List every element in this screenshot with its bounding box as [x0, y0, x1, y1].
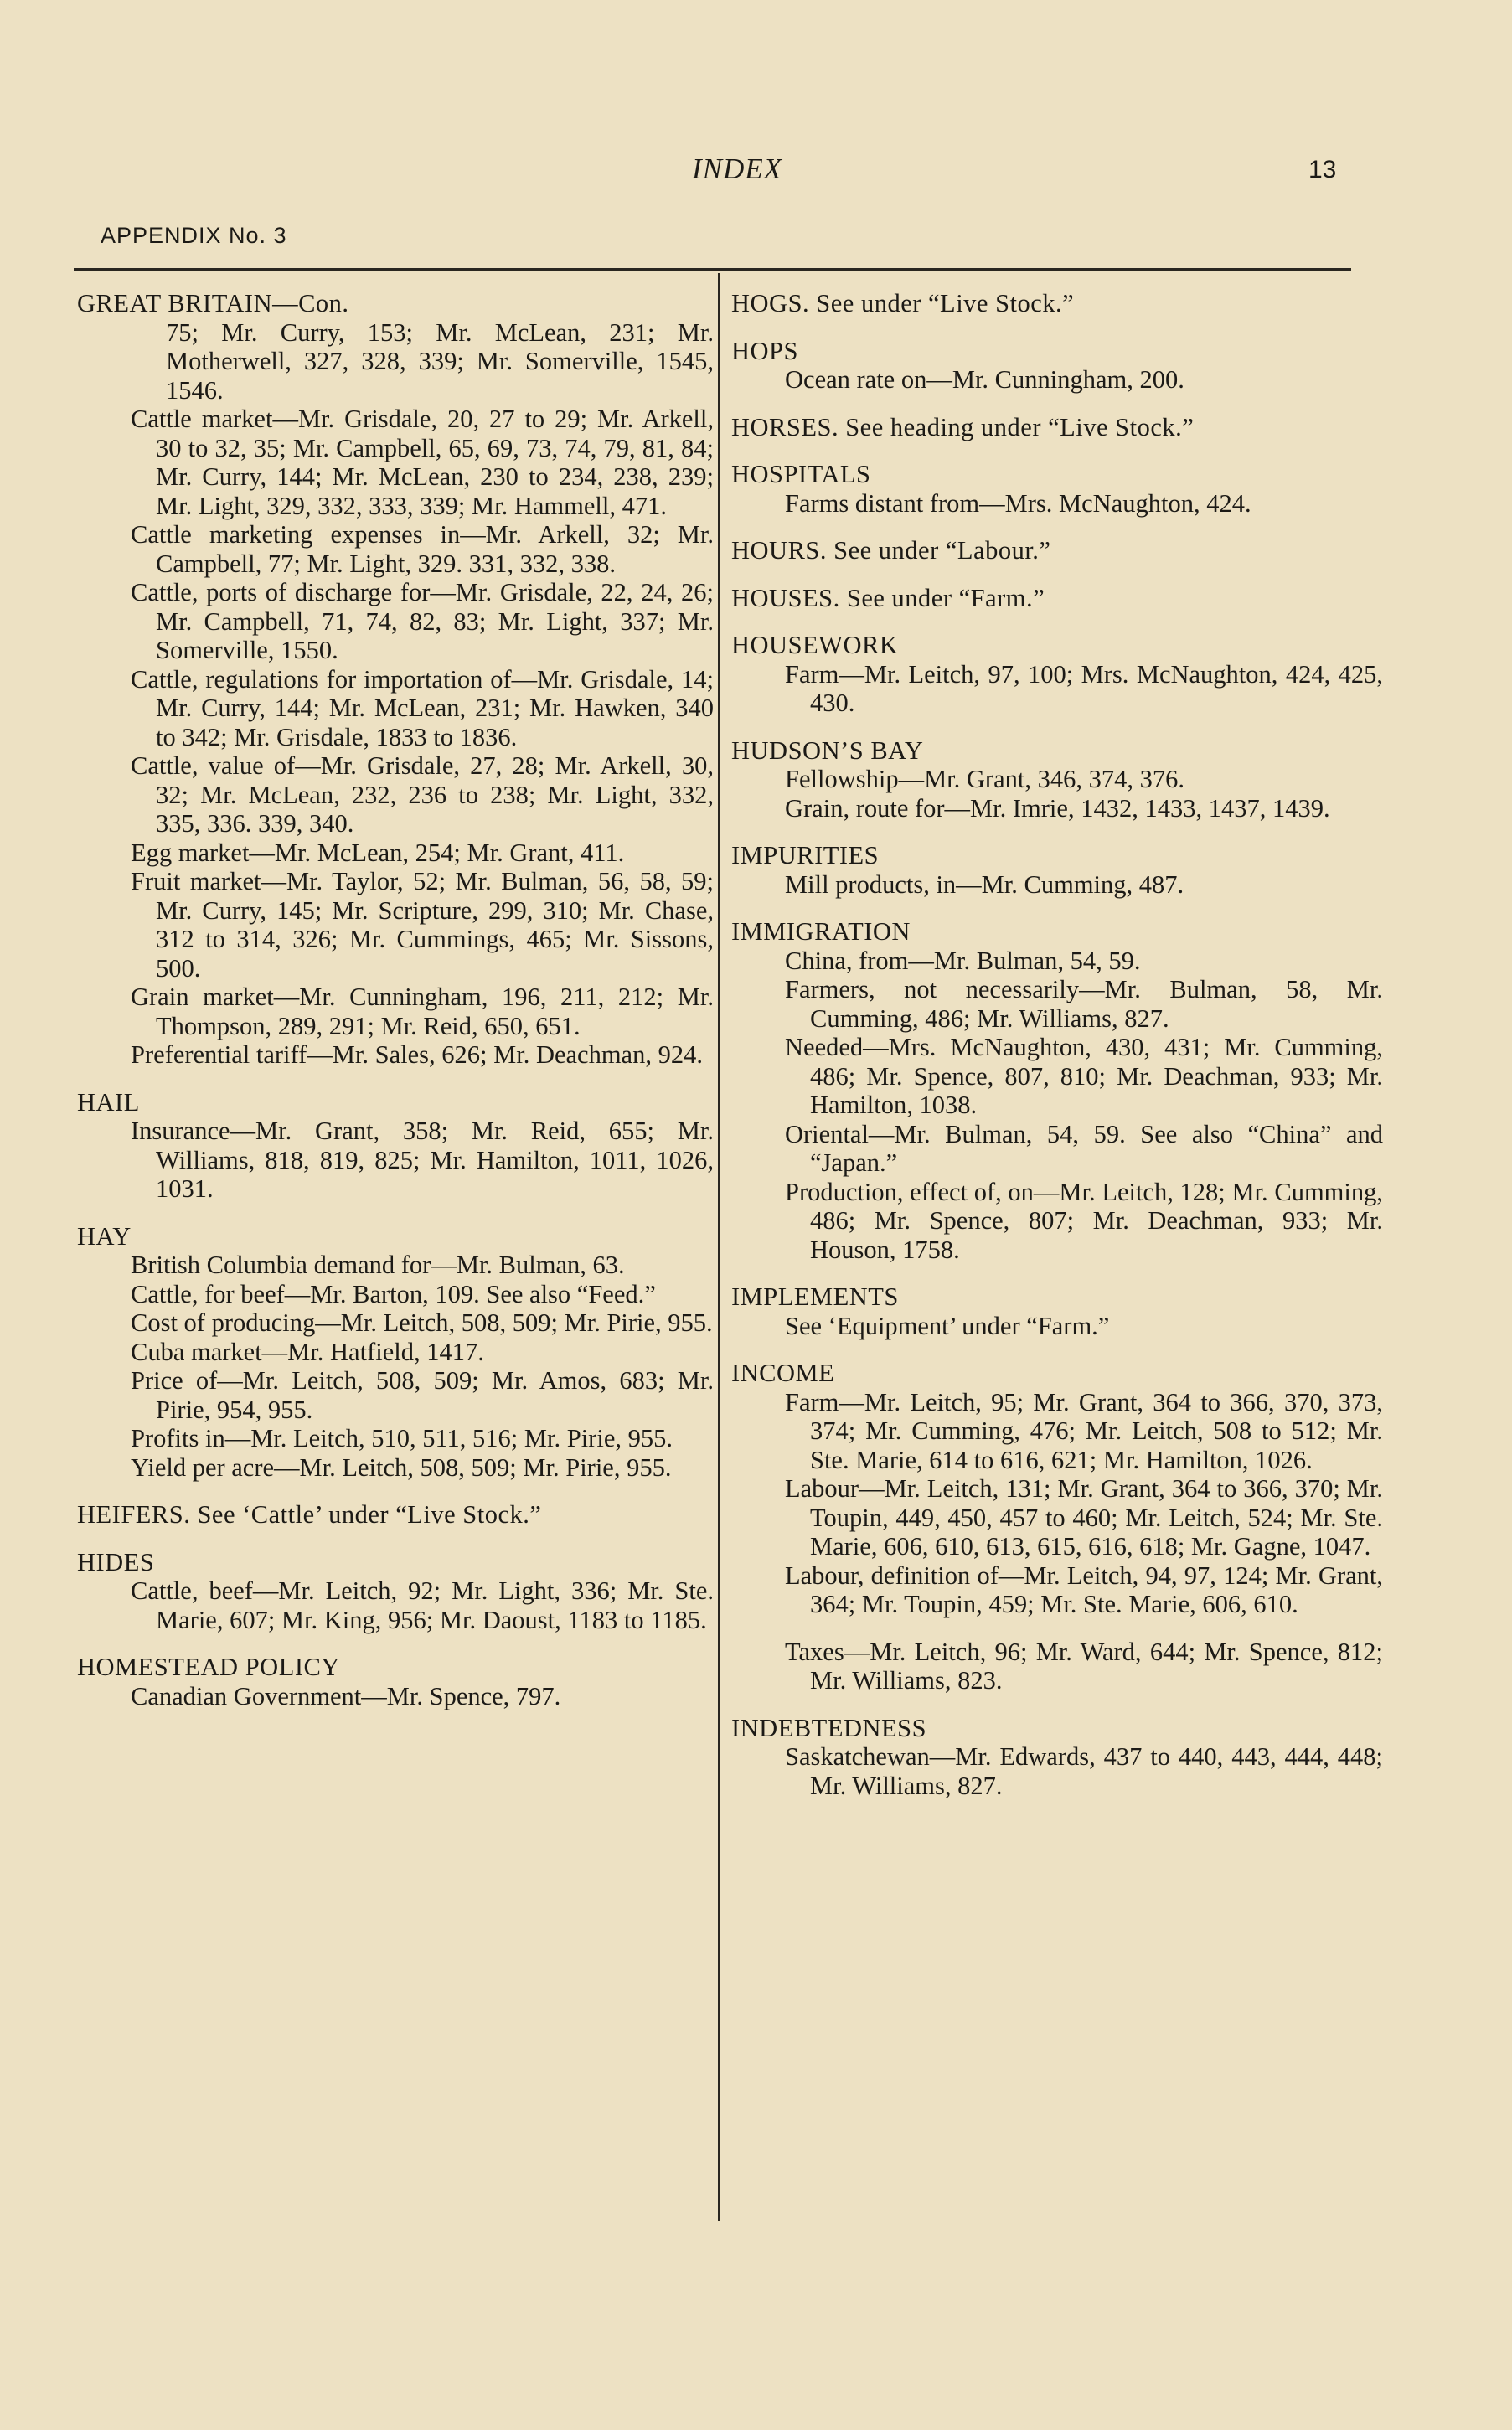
index-heading: HORSES. See heading under “Live Stock.”: [731, 412, 1195, 441]
index-entry: Insurance—Mr. Grant, 358; Mr. Reid, 655; Mr. Williams, 818, 819, 825; Mr. Hamilton, 1011, 1026, 1031.: [131, 1117, 714, 1203]
right-column: [731, 289, 1383, 1800]
index-entry: Cost of producing—Mr. Leitch, 508, 509; Mr. Pirie, 955.: [131, 1308, 713, 1337]
index-entry: Oriental—Mr. Bulman, 54, 59. See also “China” and “Japan.”: [785, 1119, 1383, 1177]
index-entry: Preferential tariff—Mr. Sales, 626; Mr. Deachman, 924.: [131, 1040, 703, 1069]
column-divider: [718, 273, 720, 2221]
index-heading: HAIL: [77, 1087, 140, 1117]
index-entry: Egg market—Mr. McLean, 254; Mr. Grant, 411.: [131, 838, 625, 867]
index-entry: Cattle, value of—Mr. Grisdale, 27, 28; Mr. Arkell, 30, 32; Mr. McLean, 232, 236 to 238; Mr. Light, 332, 335, 336. 339, 340.: [131, 751, 714, 838]
index-entry: Cattle, ports of discharge for—Mr. Grisdale, 22, 24, 26; Mr. Campbell, 71, 74, 82, 83; Mr. Light, 337; Mr. Somerville, 1550.: [131, 578, 714, 664]
index-entry: See ‘Equipment’ under “Farm.”: [785, 1311, 1110, 1340]
index-heading: GREAT BRITAIN—Con.: [77, 289, 349, 317]
index-entry: Cattle, regulations for importation of—Mr. Grisdale, 14; Mr. Curry, 144; Mr. McLean, 231; Mr. Hawken, 340 to 342; Mr. Grisdale, 1833 to 1836.: [131, 664, 714, 751]
index-entry: Yield per acre—Mr. Leitch, 508, 509; Mr. Pirie, 955.: [131, 1452, 672, 1482]
index-heading: IMMIGRATION: [731, 917, 911, 946]
index-entry: Labour—Mr. Leitch, 131; Mr. Grant, 364 to 366, 370; Mr. Toupin, 449, 450, 457 to 460; Mr. Leitch, 524; Mr. Ste. Marie, 606, 610, 613, 615, 616, 618; Mr. Gagne, 1047.: [785, 1474, 1383, 1561]
index-heading: HOURS. See under “Labour.”: [731, 536, 1051, 565]
index-entry: Cattle, for beef—Mr. Barton, 109. See also “Feed.”: [131, 1279, 656, 1308]
index-entry: 75; Mr. Curry, 153; Mr. McLean, 231; Mr. Motherwell, 327, 328, 339; Mr. Somerville, 1545, 1546.: [166, 317, 714, 405]
index-entry: Farm—Mr. Leitch, 97, 100; Mrs. McNaughton, 424, 425, 430.: [785, 659, 1383, 717]
page-number: 13: [1308, 156, 1337, 183]
index-heading: HOUSEWORK: [731, 631, 899, 659]
appendix-label: APPENDIX No. 3: [101, 223, 287, 248]
index-heading: HOMESTEAD POLICY: [77, 1653, 340, 1681]
index-heading: HUDSON’S BAY: [731, 735, 924, 765]
index-heading: HOSPITALS: [731, 460, 871, 488]
index-heading: IMPLEMENTS: [731, 1282, 899, 1311]
index-entry: Production, effect of, on—Mr. Leitch, 128; Mr. Cumming, 486; Mr. Spence, 807; Mr. Deachman, 933; Mr. Houson, 1758.: [785, 1177, 1383, 1264]
index-entry: Farm—Mr. Leitch, 95; Mr. Grant, 364 to 366, 370, 373, 374; Mr. Cumming, 476; Mr. Leitch, 508 to 512; Mr. Ste. Marie, 614 to 616, 621; Mr. Hamilton, 1026.: [785, 1387, 1383, 1474]
index-entry: Price of—Mr. Leitch, 508, 509; Mr. Amos, 683; Mr. Pirie, 954, 955.: [131, 1366, 714, 1424]
index-entry: China, from—Mr. Bulman, 54, 59.: [785, 946, 1141, 975]
index-heading: HOGS. See under “Live Stock.”: [731, 289, 1075, 317]
index-entry: Canadian Government—Mr. Spence, 797.: [131, 1681, 561, 1710]
index-entry: Needed—Mrs. McNaughton, 430, 431; Mr. Cumming, 486; Mr. Spence, 807, 810; Mr. Deachman, 933; Mr. Hamilton, 1038.: [785, 1033, 1383, 1119]
index-entry: Ocean rate on—Mr. Cunningham, 200.: [785, 365, 1184, 394]
left-column: [77, 289, 714, 1710]
index-entry: Saskatchewan—Mr. Edwards, 437 to 440, 443, 444, 448; Mr. Williams, 827.: [785, 1742, 1383, 1800]
index-entry: Farms distant from—Mrs. McNaughton, 424.: [785, 488, 1251, 518]
index-heading: HAY: [77, 1221, 132, 1251]
index-heading: HOPS: [731, 336, 798, 365]
page-title: INDEX: [691, 152, 783, 185]
index-entry: Labour, definition of—Mr. Leitch, 94, 97, 124; Mr. Grant, 364; Mr. Toupin, 459; Mr. Ste. Marie, 606, 610.: [785, 1561, 1383, 1618]
index-heading: HOUSES. See under “Farm.”: [731, 583, 1045, 612]
index-entry: Taxes—Mr. Leitch, 96; Mr. Ward, 644; Mr. Spence, 812; Mr. Williams, 823.: [785, 1637, 1383, 1695]
index-heading: INCOME: [731, 1359, 835, 1387]
index-entry: Fruit market—Mr. Taylor, 52; Mr. Bulman, 56, 58, 59; Mr. Curry, 145; Mr. Scripture, 299, 310; Mr. Chase, 312 to 314, 326; Mr. Cummings, 465; Mr. Sissons, 500.: [131, 867, 714, 983]
index-entry: Cattle, beef—Mr. Leitch, 92; Mr. Light, 336; Mr. Ste. Marie, 607; Mr. King, 956; Mr. Daoust, 1183 to 1185.: [131, 1576, 714, 1634]
index-entry: Cuba market—Mr. Hatfield, 1417.: [131, 1337, 484, 1366]
header-rule: [74, 268, 1351, 271]
index-heading: HEIFERS. See ‘Cattle’ under “Live Stock.”: [77, 1500, 542, 1529]
index-entry: Farmers, not necessarily—Mr. Bulman, 58, Mr. Cumming, 486; Mr. Williams, 827.: [785, 975, 1383, 1033]
index-heading: IMPURITIES: [731, 841, 880, 869]
index-heading: HIDES: [77, 1547, 155, 1576]
index-entry: Mill products, in—Mr. Cumming, 487.: [785, 869, 1184, 899]
index-entry: British Columbia demand for—Mr. Bulman, 63.: [131, 1251, 625, 1279]
index-entry: Profits in—Mr. Leitch, 510, 511, 516; Mr. Pirie, 955.: [131, 1424, 673, 1452]
index-entry: Cattle market—Mr. Grisdale, 20, 27 to 29; Mr. Arkell, 30 to 32, 35; Mr. Campbell, 65, 69, 73, 74, 79, 81, 84; Mr. Curry, 144; Mr. McLean, 230 to 234, 238, 239; Mr. Light, 329, 332, 333, 339; Mr. Hammell, 471.: [131, 405, 714, 520]
index-heading: INDEBTEDNESS: [731, 1713, 927, 1742]
index-entry: Grain market—Mr. Cunningham, 196, 211, 212; Mr. Thompson, 289, 291; Mr. Reid, 650, 651.: [131, 983, 714, 1040]
index-entry: Cattle marketing expenses in—Mr. Arkell, 32; Mr. Campbell, 77; Mr. Light, 329. 331, 332, 338.: [131, 520, 714, 578]
index-entry: Fellowship—Mr. Grant, 346, 374, 376.: [785, 765, 1184, 793]
index-entry: Grain, route for—Mr. Imrie, 1432, 1433, 1437, 1439.: [785, 793, 1330, 823]
